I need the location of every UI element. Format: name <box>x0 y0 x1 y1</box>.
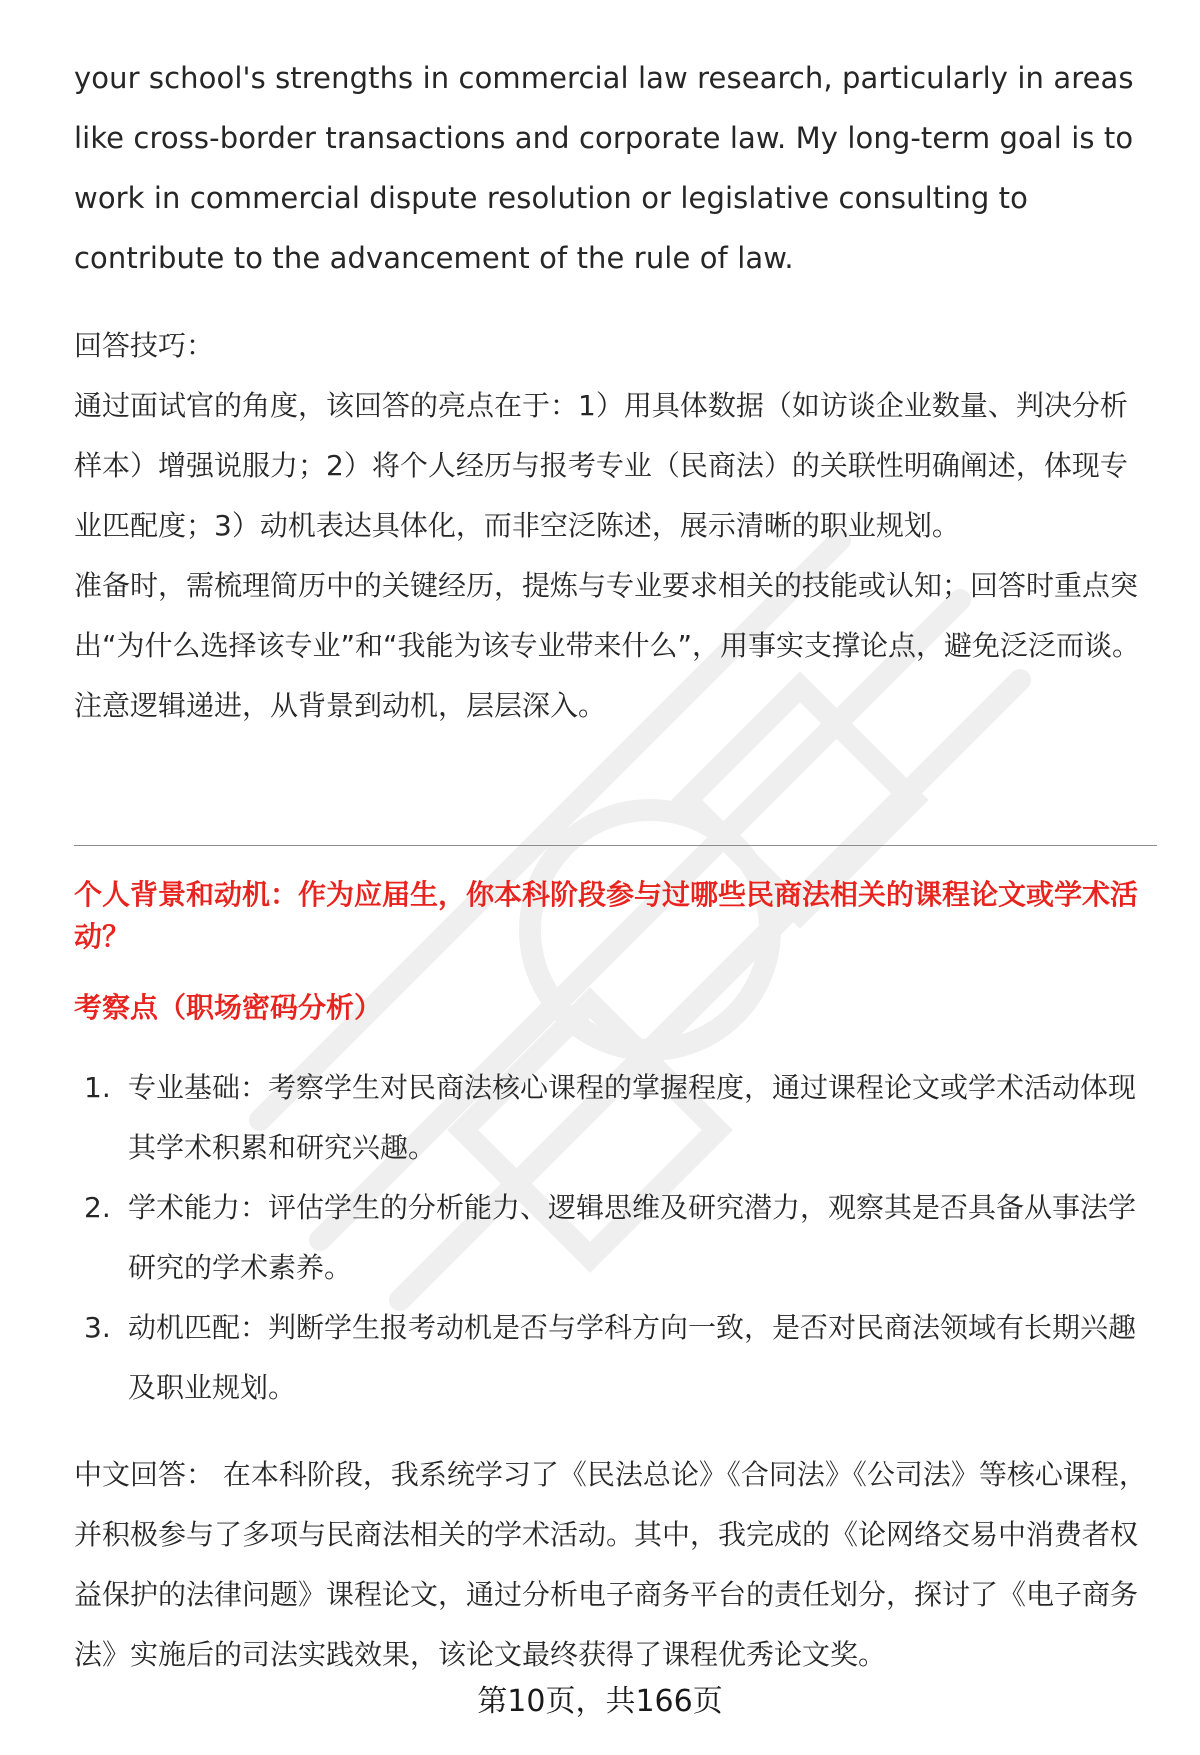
spacer <box>74 288 1154 316</box>
assessment-point <box>74 1058 1160 1178</box>
question-title: 个人背景和动机：作为应届生，你本科阶段参与过哪些民商法相关的课程论文或学术活动？ <box>74 878 1139 953</box>
tips-heading: 回答技巧： <box>74 329 215 362</box>
list-number: 2. <box>84 1191 111 1224</box>
assessment-point <box>74 1178 1160 1298</box>
assessment-point-text: 动机匹配：判断学生报考动机是否与学科方向一致，是否对民商法领域有长期兴趣及职业规划。 <box>128 1311 1137 1404</box>
assessment-point <box>74 1298 1160 1418</box>
list-number: 1. <box>84 1071 111 1104</box>
tips-paragraph-2: 准备时，需梳理简历中的关键经历，提炼与专业要求相关的技能或认知；回答时重点突出“为什么选择该专业”和“我能为该专业带来什么”，用事实支撑论点，避免泛泛而谈。注意逻辑递进，从背景到动机，层层深入。 <box>74 569 1141 722</box>
assessment-heading: 考察点（职场密码分析） <box>74 991 383 1024</box>
assessment-point-text: 学术能力：评估学生的分析能力、逻辑思维及研究潜力，观察其是否具备从事法学研究的学术素养。 <box>128 1191 1137 1284</box>
assessment-list <box>74 1058 1160 1418</box>
page-footer: 第10页，共166页 <box>477 1684 723 1719</box>
document-page <box>74 48 1154 736</box>
tips-paragraph-1: 通过面试官的角度，该回答的亮点在于：1）用具体数据（如访谈企业数量、判决分析样本）增强说服力；2）将个人经历与报考专业（民商法）的关联性明确阐述，体现专业匹配度；3）动机表达具体化，而非空泛陈述，展示清晰的职业规划。 <box>74 389 1128 542</box>
assessment-point-text: 专业基础：考察学生对民商法核心课程的掌握程度，通过课程论文或学术活动体现其学术积累和研究兴趣。 <box>128 1071 1137 1164</box>
section-divider <box>74 845 1157 846</box>
list-number: 3. <box>84 1311 111 1344</box>
chinese-answer: 中文回答： 在本科阶段，我系统学习了《民法总论》《合同法》《公司法》等核心课程，并积极参与了多项与民商法相关的学术活动。其中，我完成的《论网络交易中消费者权益保护的法律问题》课程论文，通过分析电子商务平台的责任划分，探讨了《电子商务法》实施后的司法实践效果，该论文最终获得了课程优秀论文奖。 <box>74 1458 1147 1671</box>
continuation-paragraph: your school's strengths in commercial law research, particularly in areas like cross-border transactions and corporate law. My long-term goal is to work in commercial dispute resolution or legislative consulting to contribute to the advancement of the rule of law. <box>74 61 1134 275</box>
